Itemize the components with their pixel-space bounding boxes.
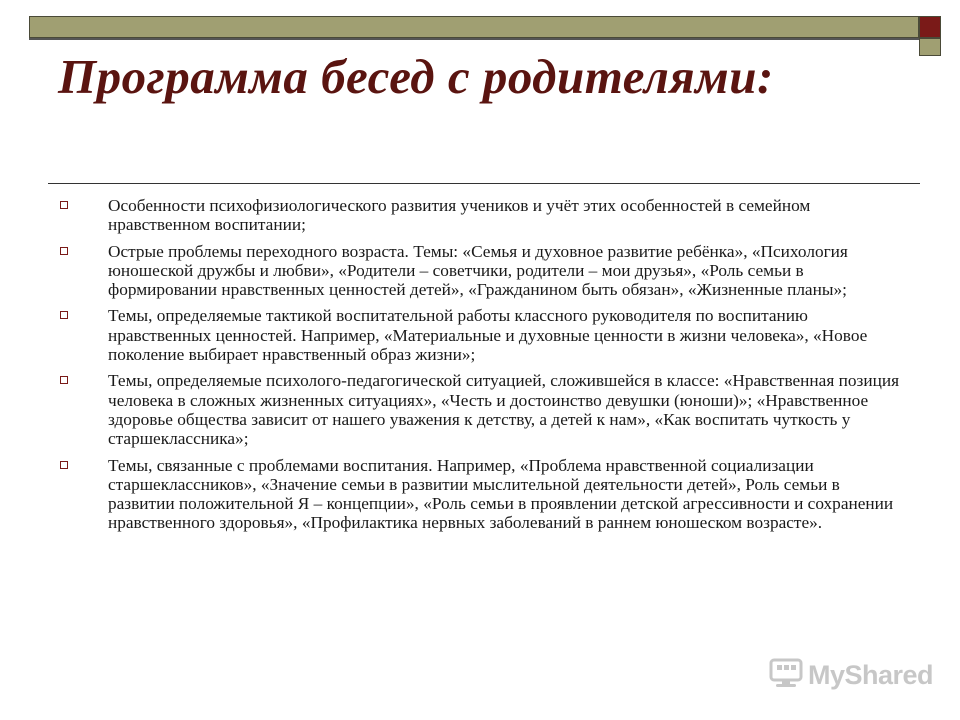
bullet-item — [58, 371, 904, 448]
monitor-icon — [768, 656, 808, 695]
bullet-text: Острые проблемы переходного возраста. Темы: «Семья и духовное развитие ребёнка», «Психология юношеской дружбы и любви», «Родители – советчики, родители – мои друзья», «Роль семьи в формировании нравственных ценностей детей», «Гражданином быть обязан», «Жизненные планы»; — [108, 241, 848, 300]
watermark-text: MyShared — [808, 659, 934, 690]
slide-title: Программа бесед с родителями: — [58, 49, 774, 104]
bullet-text: Особенности психофизиологического развития учеников и учёт этих особенностей в семейном нравственном воспитании; — [108, 196, 811, 235]
bullet-item — [58, 242, 904, 300]
bullet-text: Темы, определяемые психолого-педагогической ситуацией, сложившейся в классе: «Нравственная позиция человека в сложных жизненных ситуациях», «Честь и достоинство девушки (юноши)»; «Нравственное здоровье общества зависит от нашего уважения к детству, а детей к нам», «Как воспитать чуткость у старшеклассника»; — [108, 371, 900, 449]
bullet-item — [58, 456, 904, 533]
watermark — [768, 655, 933, 695]
square-bullet-icon — [60, 311, 68, 319]
top-decor-line — [29, 38, 919, 40]
square-bullet-icon — [60, 376, 68, 384]
bullet-text: Темы, определяемые тактикой воспитательной работы классного руководителя по воспитанию нравственных ценностей. Например, «Материальные и духовные ценности в жизни человека», «Новое поколение выбирает нравственный образ жизни»; — [108, 306, 868, 365]
bullet-text: Темы, связанные с проблемами воспитания. Например, «Проблема нравственной социализации старшеклассников», «Значение семьи в развитии мыслительной деятельности детей», Роль семьи в развитии положительной Я – концепции», «Роль семьи в проявлении детской агрессивности и сохранении нравственного здоровья», «Профилактика нервных заболеваний в раннем юношеском возрасте». — [108, 455, 894, 533]
title-divider — [48, 183, 920, 184]
top-decor-bar — [29, 16, 919, 38]
bullet-list — [58, 196, 904, 540]
square-bullet-icon — [60, 461, 68, 469]
corner-decor-square-red — [919, 16, 941, 38]
bullet-item — [58, 196, 904, 235]
corner-decor-square-olive — [919, 38, 941, 56]
square-bullet-icon — [60, 247, 68, 255]
square-bullet-icon — [60, 201, 68, 209]
bullet-item — [58, 306, 904, 364]
